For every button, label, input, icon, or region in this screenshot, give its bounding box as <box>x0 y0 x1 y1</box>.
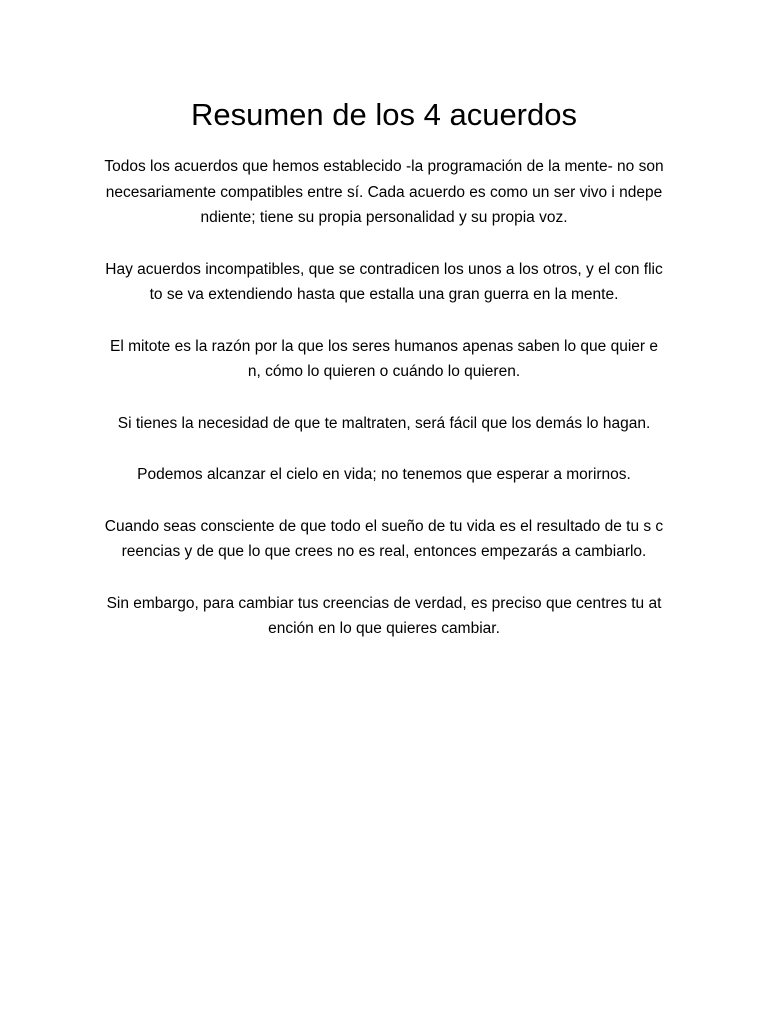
paragraph-2: Hay acuerdos incompatibles, que se contradicen los unos a los otros, y el con flicto se va extendiendo hasta que estalla una gran guerra en la mente. <box>105 260 663 303</box>
paragraph-5: Podemos alcanzar el cielo en vida; no tenemos que esperar a morirnos. <box>137 466 631 483</box>
page-title: Resumen de los 4 acuerdos <box>190 97 577 132</box>
paragraph-4: Si tienes la necesidad de que te maltraten, será fácil que los demás lo hagan. <box>117 414 651 432</box>
document-body <box>104 154 664 668</box>
paragraph-3: El mitote es la razón por la que los seres humanos apenas saben lo que quier en, cómo lo quieren o cuándo lo quieren. <box>109 337 658 380</box>
paragraph-6: Cuando seas consciente de que todo el sueño de tu vida es el resultado de tu s creencias y de que lo que crees no es real, entonces empezarás a cambiarlo. <box>104 517 664 560</box>
paragraph-1: Todos los acuerdos que hemos establecido -la programación de la mente- no son necesariamente compatibles entre sí. Cada acuerdo es como un ser vivo i ndependiente; tiene su propia personalidad y su propia voz. <box>104 158 664 226</box>
paragraph-7: Sin embargo, para cambiar tus creencias de verdad, es preciso que centres tu atención en lo que quieres cambiar. <box>106 594 662 637</box>
